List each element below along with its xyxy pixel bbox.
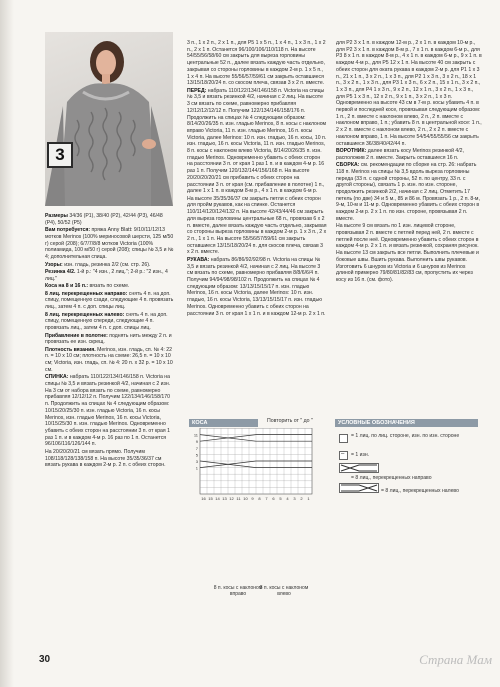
chart-foot-left: 8 п. косы с наклоном вправо [213,585,263,597]
paragraph [45,283,175,290]
chart-column-number: 15 [208,496,213,501]
page-number: 30 [39,654,51,665]
paragraph [45,213,175,226]
paragraph-text: для P2 3 х 1 п. в каждом 12-м р., 2 х 1 п. в каждом 10-м р., для P2 3 х 1 п. в каждом 8-м р., 7 х 1 п. в каждом 6-м р., для P3 8 х 1 п. в каждом 8-м р., 4 х 1 п. в каждом 6-м р., 9 х 1 п. в каждом 4-м р., для P5 12 х 1 п. На высоте 40 см закрыть с обеих сторон для оката рукава в каждом 2-м р. для P1 1 х 3 п., 21 х 1 п., 3 х 2 п., 1 х 3 п., для P2 1 х 3 п., 3 х 2 п., 18 х 1 п., 3 х 2 п., 1 х 3 п., для P3 1 х 3 п., 6 х 2 п., 15 х 1 п., 3 х 2 п., 1 х 3 п., для P4 1 х 3 п., 9 х 2 п., 12 х 1 п., 3 х 2 п., 1 х 3 п., для P5 1 х 3 п., 12 х 2 п., 9 х 1 п., 3 х 2 п., 1 х 3 п. Одновременно на высоте 43 см в 7-м р. косы убавить 4 п. в первой и последней косе, провязывая следующим образом: 1 п., 2 п. вместе с наклоном влево, 2 п., 2 п. вместе с наклоном вправо, 1 п.; убавить 8 п. в центральной косе: 1 п., 2 х 2 п. вместе с наклоном влево, 2 п., 2 х 2 п. вместе с наклоном вправо, 1 п. На высоте 54/54/55/55/56 см закрыть оставшиеся 36/38/40/42/44 п. [336,40,482,147]
paragraph [187,257,327,317]
paragraph [336,148,482,161]
chart-row-number: 5 [195,452,198,458]
paragraph-text: На высоте 9 см вязать по 1 изн. лицевой стороне, провязывая 2 п. вместе с петлей перед ней, 2 п. вместе с петлей после неё. Одновременно убавить с обеих сторон в каждом 4-м р. 2 х 1 п. и вязать резинкой, сохраняя рисунок. На высоте 13 см закрыть все петли. Выполнить плечевые и боковые швы. Вшить рукава. Выполнить швы рукавов. Изготовить 6 шнуров из Victoria и 6 шнуров из Merinos длиной примерно 79/80/81/82/83 см, пропустить их через косу из 16 п. (см. фото). [336,223,479,283]
paragraph-text: 3 п., 1 х 2 п., 2 х 1 п., для P5 1 х 5 п., 1 х 4 п., 1 х 3 п., 1 х 2 п., 2 х 1 п. Останется 96/100/106/110/118 п. На высоте 54/55/56/58/60 см закрыть для выреза горловины центральные 52 п., далее вязать каждую часть отдельно, закрывая со стороны горловины в каждом 2-м р. 1 х 5 п., 1 х 4 п. На высоте 55/56/57/59/61 см закрыть оставшиеся 13/15/18/20/24 п. со скосом плеча, связав 3 х 2 п. вместе. [187,40,326,87]
legend-box [335,427,478,498]
chart-column-number: 4 [286,496,289,501]
column-3 [336,40,482,285]
paragraph [45,227,175,261]
page-gutter-shadow [0,0,14,687]
chart-title: КОСА [189,419,258,427]
paragraph [45,262,175,269]
paragraph-text: вязать по схеме. [88,283,130,290]
paragraph-text: изн. гладь, резинка 2/2 (см. стр. 26). [62,261,151,268]
paragraph-heading: Узоры: [45,261,63,268]
paragraph [187,196,327,256]
paragraph-heading: ВОРОТНИК: [336,148,367,155]
paragraph-text: пряжа Anny Blatt: 9/10/11/12/13 мотков Merinos (100% мериносовой шерсти, 125 м/50 г) серой (208); 6/7/7/8/8 мотков Victoria (100% полиамида, 100 м/50 г) серой (208); спицы № 3,5 и № 4; дополнительная спица. [45,227,174,261]
paragraph-text: набрать 110/122/134/146/158 п. Victoria на спицы № 3,5 и вязать резинкой 4/2, начиная с 2 лиц. На высоте 3 см вязать по схеме, равномерно прибавляя 12/12/12/12/12 п. Получим 122/134/146/158/176 п. Продолжить на спицах № 4 следующим образом: 8/14/20/26/35 п. изн. гладью Merinos, 8 п. косы с наклоном вправо Victoria, 11 п. изн. гладью Merinos, 16 п. косы Victoria, далее Merinos: 10 п. изн. гладью, 16 п. косы, 10 п. изн. гладью, 16 п. косы Victoria, 11 п. изн. гладью Merinos, 8 п. косы с наклоном влево Victoria, 8/14/20/26/35 п. изн. гладью Merinos. Одновременно убавить с обеих сторон на расстоянии 3 п. от края 1 раз 1 п. и в каждом 4-м р. 16 раз 1 п. Получим 120/132/144/156/168 п. На высоте 20/20/20/20/21 см прибавить с обеих сторон на расстоянии 3 п. от края (см. прибавление в полотне) 1 п., далее 1 х 1 п. в каждом 8-м р., 4 х 1 п. в каждом 6-м р. [187,87,327,195]
chart-column-number: 12 [229,496,234,501]
paragraph [336,40,482,147]
paragraph-heading: Вам потребуется: [45,227,91,234]
paragraph-text: далее вязать косу Merinos резинкой 4/2, расположив 2 п. вместе. Закрыть оставшиеся 16 п. [336,148,464,161]
chart-row-number: 3 [195,458,198,464]
paragraph-heading: Размеры [45,213,68,219]
chart-column-number: 1 [307,496,310,501]
cross-left-icon [339,483,379,493]
paragraph-text: 34/36 (P1), 38/40 (P2), 42/44 (P3), 46/48 (P4), 50/52 (P5) [45,213,163,226]
chart-column-number: 11 [236,496,241,501]
chart-column-number: 5 [279,496,282,501]
paragraph-heading: СБОРКА: [336,162,360,169]
chart-column-number: 10 [243,496,248,501]
paragraph [45,333,175,346]
paragraph-heading: Резинка 4/2. [45,269,76,276]
paragraph-heading: 8 лиц. перекрещенных налево: [45,311,125,318]
paragraph [45,347,175,374]
column-2 [187,40,327,318]
chart-row-number: 11 [193,432,198,438]
chart-column-number: 9 [251,496,254,501]
paragraph [336,223,482,283]
paragraph [45,374,175,448]
purl-symbol-icon: – [339,451,348,460]
chart-column-number: 2 [300,496,303,501]
chart-column-number: 3 [293,496,296,501]
chart-column-number: 7 [265,496,268,501]
legend-item: = 8 лиц., перекрещенных направо [351,475,432,481]
legend-item: = 8 лиц., перекрещенных налево [381,488,459,494]
chart-column-number: 8 [258,496,261,501]
chart-column-number: 16 [201,496,206,501]
paragraph-text: снять 4 п. на доп. спицу, помещенную сзади, следующие 4 п. провязать лиц., затем 4 п. с доп. спицы лиц. [45,290,174,311]
paragraph-text: набрать 86/86/92/92/98 п. Victoria на спицы № 3,5 и вязать резинкой 4/2, начиная с 2 лиц. На высоте 3 см вязать по схеме, равномерно прибавляя 8/8/6/6/4 п. Получим 94/94/98/98/102 п. Продолжить на спицах № 4 следующим образом: 13/13/15/15/17 п. изн. гладью Merinos, 16 п. косы Victoria, далее Merinos: 10 п. изн. гладью, 16 п. косы Victoria, 13/13/15/15/17 п. изн. гладью Merinos. Одновременно убавить с обеих сторон на расстоянии 3 п. от края 1 х 1 п. и в каждом 12-м р. 2 х 1 п. [187,256,326,317]
paragraph-text: поднять нить между 2 п. и провязать ее изн. скрещ. [45,332,172,346]
paragraph-text: 1-й р.: "4 изн., 2 лиц."; 2-й р.: "2 изн., 4 лиц." [45,269,168,282]
paragraph [45,312,175,332]
paragraph-heading: РУКАВА: [187,256,210,263]
chart-row-number: 9 [195,439,198,445]
paragraph-heading: ПЕРЕД: [187,87,207,94]
paragraph-heading: Коса на 8 и 16 п.: [45,283,89,290]
paragraph-text: На высоте 35/35/36/37 см закрыть петли с обеих сторон для пройм рукавов, как на спинке. Останется 110/114/120/124/132 п. На высоте 42/43/44/46 см закрыть для выреза горловины центральные 68 п., провязав 6 х 2 п. вместе, далее вязать каждую часть отдельно, закрывая со стороны выреза горловины в каждом 2-м р. 1 х 3 п., 2 х 2 п., 1 х 1 п. На высоте 55/56/57/59/61 см закрыть оставшиеся 13/15/18/20/24 п. для скосов плеча, связав 3 х 2 п. вместе. [187,195,327,256]
cable-chart [192,428,322,506]
paragraph [187,40,327,87]
knit-symbol-icon [339,434,348,443]
cross-right-icon [339,463,379,473]
paragraph-text: набрать 110/122/134/146/158 п. Victoria на спицы № 3,5 и вязать резинкой 4/2, начиная с 2 изн. На 3 см от набора вязать по схеме, равномерно прибавляя 12/12/12 п. Получим 122/134/146/158/170 п. Продолжить на спицах № 4 следующим образом: 10/15/20/25/30 п. изн. гладью Victoria, 16 п. косы Merinos, изн. гладью Merinos, 16 п. косы Victoria, 10/15/25/30 п. изн. гладью Merinos. Одновременно убавить с обеих сторон на расстоянии 3 п. от края 1 раз 1 п. и в каждом 4-м р. 16 раз по 1 п. Останется 96/106/116/126/144 п. [45,374,171,448]
legend-title: УСЛОВНЫЕ ОБОЗНАЧЕНИЯ [335,419,478,427]
model-photo [45,32,173,206]
chart-repeat-label: Повторить от " до " [267,418,313,424]
chart-column-number: 14 [215,496,220,501]
paragraph-text: На 20/20/20/21 см вязать прямо. Получим 108/118/128/138/158 п. На высоте 35/35/36/37 см вязать рукава в каждом 2-м р. 2 п. с обеих сторон. [45,448,166,469]
paragraph-text: Merinos, изн. гладь, сп. № 4: 22 п. = 10 х 10 см; плотность на схеме: 26,5 п. = 10 х 10 см; Victoria, изн. гладь, сп. № 4: 20 п. х 32 р. = 10 х 10 см. [45,346,173,373]
chart-column-number: 6 [272,496,275,501]
paragraph-heading: Прибавление в полотне: [45,332,108,339]
paragraph-text: снять 4 п. на доп. спицу, помещенную спереди, следующие 4 п. провязать лиц., затем 4 п. с доп. спицы лиц. [45,311,168,332]
paragraph-text: см. рекомендации по сборке на стр. 26: набрать 118 п. Merinos на спицы № 3,5 вдоль выреза горловины переда (33 п. с одной стороны, 52 п. по центру, 33 п. с другой стороны), связать 1 р. изн. по изн. стороне, продолжить резинкой 2/2, начиная с 2 лиц. Отметить 17 петель (по две) 34 и 5 м., 85 и 86 м. Провязать 1 р., 2 п. 8-м, 9-м, 10-м и 11-м р. Одновременно убавить с обеих сторон в каждом 2-м р. 2 х 1 п. по изн. стороне, провязывая 2 п. вместе. [336,162,480,222]
model-number-badge: 3 [47,142,73,168]
legend-item: = 1 лиц. по лиц. стороне, изн. по изн. стороне [351,433,460,439]
model-illustration [45,32,173,206]
paragraph [336,162,482,222]
chart-row-number: 7 [195,445,198,451]
paragraph [187,88,327,195]
paragraph-heading: Плотность вязания. [45,346,96,353]
paragraph-heading: СПИНКА: [45,374,69,381]
legend-item: = 1 изн. [351,452,370,458]
paragraph [45,449,175,469]
chart-row-number: 1 [195,465,198,471]
chart-column-number: 13 [222,496,227,501]
paragraph [45,269,175,282]
column-1 [45,213,175,470]
paragraph-heading: 8 лиц. перекрещенных направо: [45,290,128,297]
chart-foot-right: 8 п. косы с наклоном влево [259,585,309,597]
paragraph [45,291,175,311]
watermark-logo: Страна Мам [419,652,492,667]
